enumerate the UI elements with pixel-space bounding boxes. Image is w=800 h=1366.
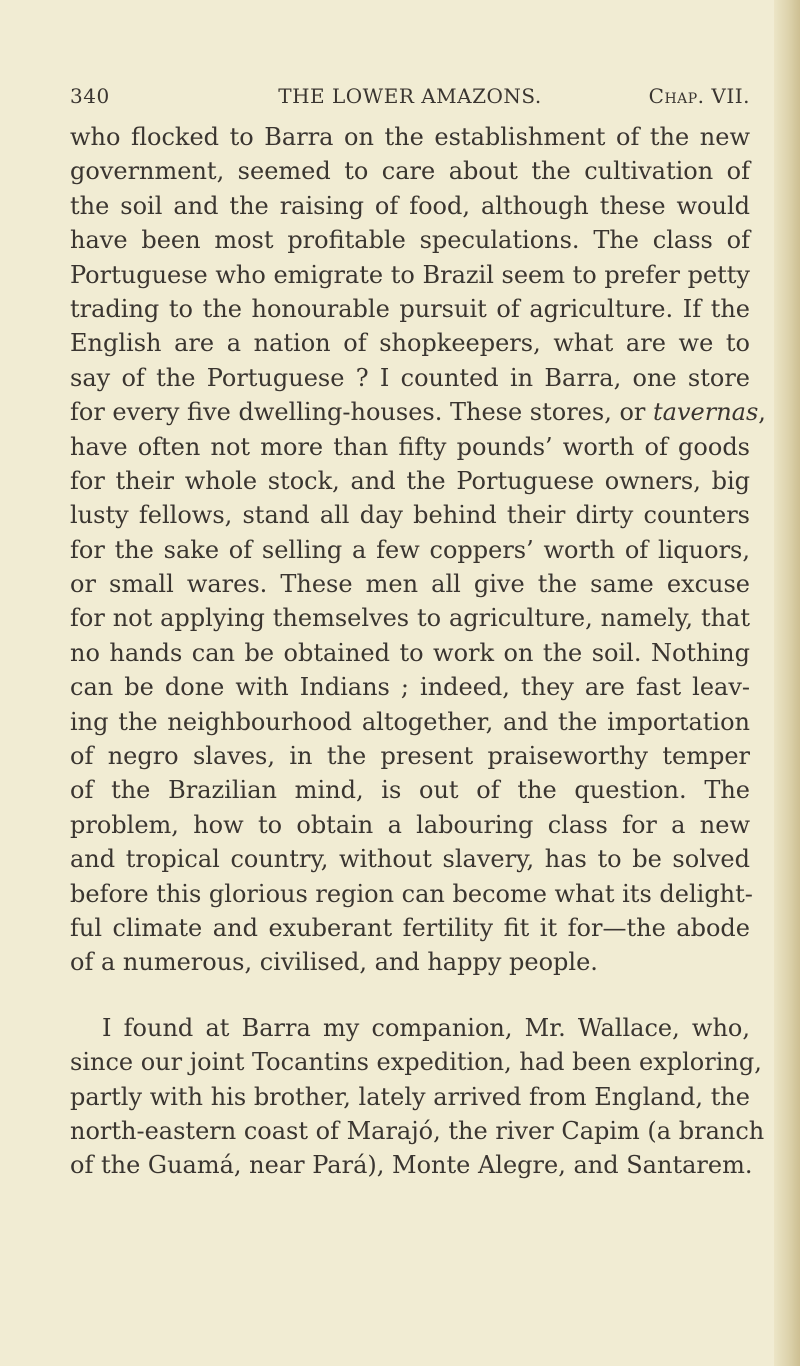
- text-line: [70, 945, 750, 979]
- text-segment: of the Guamá, near Pará), Monte Alegre, and Santarem.: [70, 1151, 753, 1180]
- page-edge-shadow: [774, 0, 800, 1366]
- text-line: [70, 739, 750, 773]
- text-segment: trading to the honourable pursuit of agriculture. If the: [70, 294, 750, 323]
- text-segment: lusty fellows, stand all day behind their dirty counters: [70, 501, 750, 530]
- text-segment: ,: [758, 398, 766, 427]
- text-segment: who flocked to Barra on the establishment of the new: [70, 123, 750, 151]
- text-line: [70, 808, 750, 842]
- text-segment: have been most profitable speculations. The class of: [70, 226, 750, 255]
- text-line: [70, 670, 750, 704]
- text-segment: north-eastern coast of Marajó, the river Capim (a branch: [70, 1116, 765, 1145]
- text-segment: for the sake of selling a few coppers’ worth of liquors,: [70, 535, 750, 564]
- text-line: [70, 120, 750, 154]
- text-line: [70, 877, 753, 911]
- text-line: [70, 705, 750, 739]
- text-line: [70, 773, 750, 807]
- text-line: [70, 1080, 750, 1114]
- text-line: [70, 464, 750, 498]
- text-line: [70, 430, 750, 464]
- text-segment: the soil and the raising of food, although these would: [70, 191, 750, 220]
- text-line: [70, 361, 750, 395]
- text-segment: ful climate and exuberant fertility fit it for—the abode: [70, 913, 750, 942]
- paragraph: [70, 120, 766, 980]
- text-line: [70, 636, 750, 670]
- text-segment: say of the Portuguese ? I counted in Barra, one store: [70, 363, 750, 392]
- text-segment: ing the neighbourhood altogether, and the importation: [70, 707, 750, 736]
- text-line: [70, 911, 750, 945]
- paragraph-gap: [70, 980, 750, 1011]
- text-segment: government, seemed to care about the cultivation of: [70, 157, 750, 186]
- text-segment: English are a nation of shopkeepers, what are we to: [70, 329, 750, 358]
- running-title: THE LOWER AMAZONS.: [278, 84, 542, 108]
- text-segment: for their whole stock, and the Portuguese owners, big: [70, 466, 750, 495]
- text-line: [70, 498, 750, 532]
- text-line: [70, 395, 766, 429]
- text-line: [70, 601, 750, 635]
- body-text: [70, 120, 766, 1183]
- text-line: [70, 154, 750, 188]
- paragraph: [70, 1011, 765, 1183]
- text-line: [70, 567, 750, 601]
- chapter-label: Chap. VII.: [648, 84, 750, 108]
- text-line: [70, 223, 750, 257]
- text-segment: partly with his brother, lately arrived from England, the: [70, 1082, 750, 1111]
- text-line: [70, 1011, 750, 1045]
- text-segment: can be done with Indians ; indeed, they are fast leav-: [70, 673, 750, 702]
- text-line: [70, 1148, 753, 1182]
- running-head: [70, 84, 750, 114]
- text-segment: Portuguese who emigrate to Brazil seem to prefer petty: [70, 260, 750, 289]
- text-line: [70, 326, 750, 360]
- text-segment: before this glorious region can become what its delight-: [70, 879, 753, 908]
- text-segment: problem, how to obtain a labouring class for a new: [70, 810, 750, 839]
- text-line: [70, 1114, 765, 1148]
- text-segment: and tropical country, without slavery, has to be solved: [70, 845, 750, 874]
- text-segment: I found at Barra my companion, Mr. Wallace, who,: [102, 1013, 750, 1042]
- italic-word: tavernas: [653, 398, 759, 427]
- text-segment: have often not more than fifty pounds’ worth of goods: [70, 432, 750, 461]
- text-segment: no hands can be obtained to work on the soil. Nothing: [70, 638, 750, 667]
- text-segment: since our joint Tocantins expedition, had been exploring,: [70, 1048, 762, 1077]
- text-segment: for not applying themselves to agriculture, namely, that: [70, 604, 750, 633]
- text-line: [70, 189, 750, 223]
- page-number: 340: [70, 84, 110, 108]
- text-segment: of negro slaves, in the present praiseworthy temper: [70, 742, 750, 771]
- text-line: [70, 258, 750, 292]
- text-segment: for every five dwelling-houses. These stores, or: [70, 398, 654, 427]
- text-segment: of a numerous, civilised, and happy people.: [70, 948, 598, 977]
- text-segment: or small wares. These men all give the same excuse: [70, 570, 750, 599]
- text-line: [70, 533, 750, 567]
- text-line: [70, 1045, 762, 1079]
- text-line: [70, 292, 750, 326]
- text-segment: of the Brazilian mind, is out of the question. The: [70, 776, 750, 805]
- text-line: [70, 842, 750, 876]
